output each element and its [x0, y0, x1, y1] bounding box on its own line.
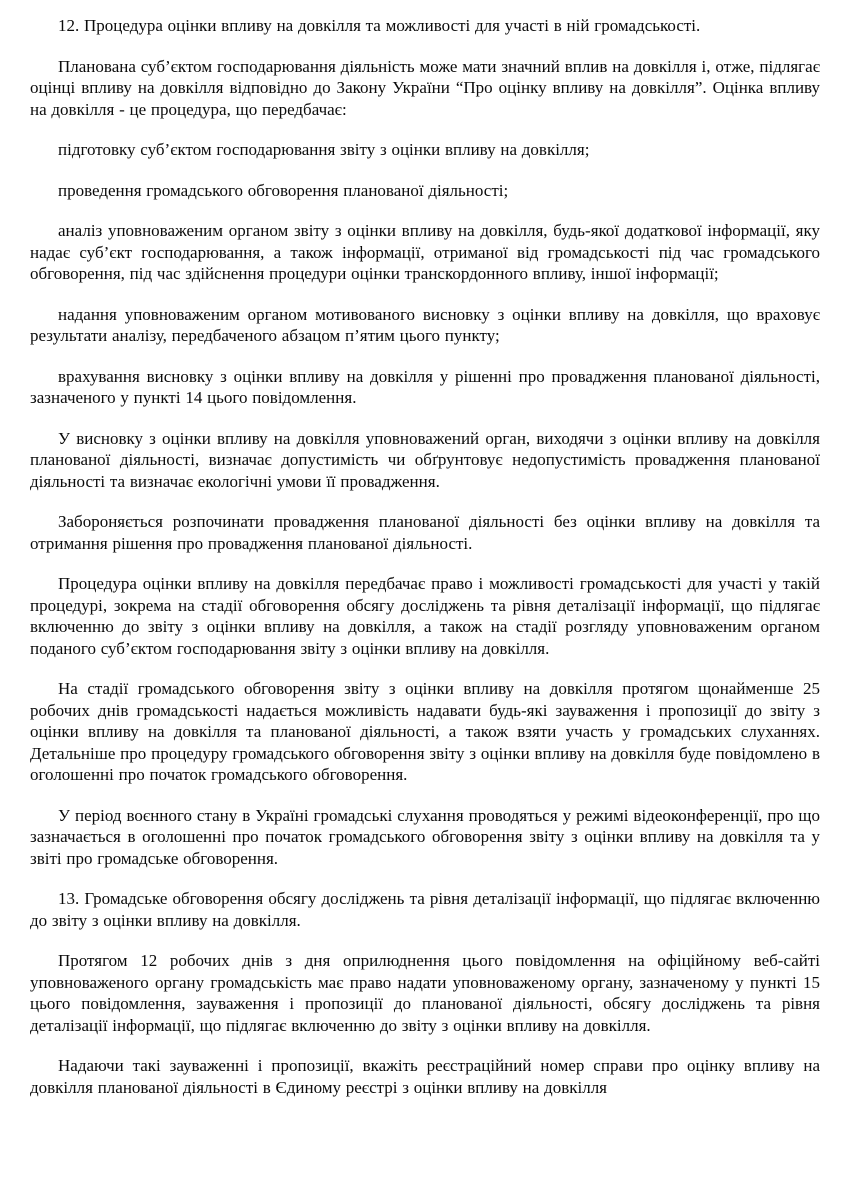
eia-procedure-item-5: врахування висновку з оцінки впливу на довкілля у рішенні про провадження планованої діяльності, зазначеного у пункті 14 цього повідомлення.	[30, 366, 820, 407]
section-13-heading: 13. Громадське обговорення обсягу досліджень та рівня деталізації інформації, що підлягає включенню до звіту з оцінки впливу на довкілля.	[30, 889, 820, 930]
eia-procedure-item-3: аналіз уповноваженим органом звіту з оцінки впливу на довкілля, будь-якої додаткової інформації, яку надає суб’єкт господарювання, а також інформації, отриманої від громадськості під час громадського обговорення, під час здійснення процедури оцінки транскордонного впливу, іншої інформації;	[30, 221, 820, 283]
prohibition-paragraph: Забороняється розпочинати провадження планованої діяльності без оцінки впливу на довкілля та отримання рішення про провадження планованої діяльності.	[30, 512, 820, 553]
registry-number-paragraph: Надаючи такі зауваженні і пропозиції, вкажіть реєстраційний номер справи про оцінку впливу на довкілля планованої діяльності в Єдиному реєстрі з оцінки впливу на довкілля	[30, 1056, 820, 1097]
section-12-heading: 12. Процедура оцінки впливу на довкілля та можливості для участі в ній громадськості.	[58, 16, 701, 35]
public-participation-paragraph: Процедура оцінки впливу на довкілля передбачає право і можливості громадськості для участі у такій процедурі, зокрема на стадії обговорення обсягу досліджень та рівня деталізації інформації, що підлягає включенню до звіту з оцінки впливу на довкілля, а також на стадії розгляду уповноваженим органом поданого суб’єктом господарювання звіту з оцінки впливу на довкілля.	[30, 574, 820, 658]
eia-procedure-item-4: надання уповноваженим органом мотивованого висновку з оцінки впливу на довкілля, що враховує результати аналізу, передбаченого абзацом п’ятим цього пункту;	[30, 304, 820, 345]
intro-paragraph: Планована суб’єктом господарювання діяльність може мати значний вплив на довкілля і, отже, підлягає оцінці впливу на довкілля відповідно до Закону України “Про оцінку впливу на довкілля”. Оцінка впливу на довкілля - це процедура, що передбачає:	[30, 56, 820, 119]
conclusion-authority-paragraph: У висновку з оцінки впливу на довкілля уповноважений орган, виходячи з оцінки впливу на довкілля планованої діяльності, визначає допустимість чи обґрунтовує недопустимість провадження планованої діяльності та визначає екологічні умови її провадження.	[30, 428, 820, 491]
public-discussion-period-paragraph: На стадії громадського обговорення звіту з оцінки впливу на довкілля протягом щонайменше 25 робочих днів громадськості надається можливість надавати будь-які зауваження і пропозиції до звіту з оцінки впливу на довкілля та планованої діяльності, а також взяти участь у громадських слуханнях. Детальніше про процедуру громадського обговорення звіту з оцінки впливу на довкілля буде повідомлено в оголошенні про початок громадського обговорення.	[30, 679, 820, 784]
comment-period-paragraph: Протягом 12 робочих днів з дня оприлюднення цього повідомлення на офіційному веб-сайті уповноваженого органу громадськість має право надати уповноваженому органу, зазначеному у пункті 15 цього повідомлення, зауваження і пропозиції до планованої діяльності, обсягу досліджень та рівня деталізації інформації, що підлягає включенню до звіту з оцінки впливу на довкілля.	[30, 951, 820, 1035]
eia-procedure-item-2: проведення громадського обговорення планованої діяльності;	[58, 180, 509, 200]
eia-procedure-item-1: підготовку суб’єктом господарювання звіту з оцінки впливу на довкілля;	[58, 140, 590, 159]
martial-law-paragraph: У період воєнного стану в Україні громадські слухання проводяться у режимі відеоконференції, про що зазначається в оголошенні про початок громадського обговорення звіту з оцінки впливу на довкілля та у звіті про громадське обговорення.	[30, 805, 820, 868]
